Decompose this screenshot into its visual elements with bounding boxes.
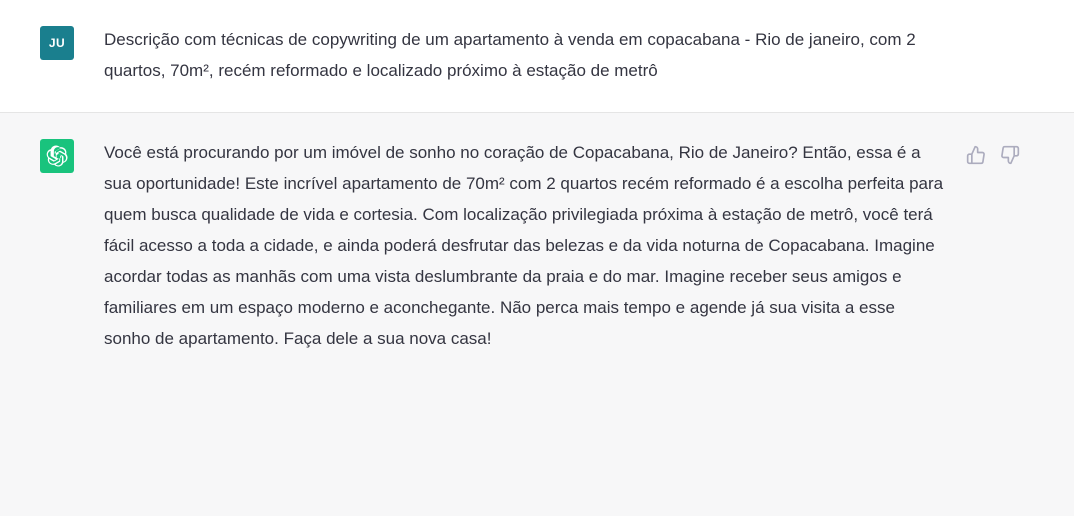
user-message-text: Descrição com técnicas de copywriting de um apartamento à venda em copacabana - Rio de janeiro, com 2 quartos, 70m², recém reformado e localizado próximo à estação de metrô xyxy=(104,30,921,80)
user-message-inner xyxy=(0,24,1074,86)
thumbs-down-icon[interactable] xyxy=(1000,145,1020,165)
assistant-message-inner xyxy=(0,137,1074,486)
avatar xyxy=(40,26,74,60)
assistant-message-text: Você está procurando por um imóvel de sonho no coração de Copacabana, Rio de Janeiro? Então, essa é a sua oportunidade! Este incrível apartamento de 70m² com 2 quartos recém reformado é a escolha perfeita para quem busca qualidade de vida e cortesia. Com localização privilegiada próxima à estação de metrô, você terá fácil acesso a toda a cidade, e ainda poderá desfrutar das belezas e da vida noturna de Copacabana. Imagine acordar todas as manhãs com uma vista deslumbrante da praia e do mar. Imagine receber seus amigos e familiares em um espaço moderno e aconchegante. Não perca mais tempo e agende já sua visita a esse sonho de apartamento. Faça dele a sua nova casa! xyxy=(104,143,948,348)
assistant-message-content xyxy=(74,137,966,486)
user-message-content xyxy=(74,24,1050,86)
message-actions xyxy=(966,137,1050,486)
assistant-message xyxy=(0,113,1074,516)
user-message xyxy=(0,0,1074,113)
avatar-initials: JU xyxy=(48,36,66,50)
openai-logo-icon xyxy=(40,139,74,173)
thumbs-up-icon[interactable] xyxy=(966,145,986,165)
